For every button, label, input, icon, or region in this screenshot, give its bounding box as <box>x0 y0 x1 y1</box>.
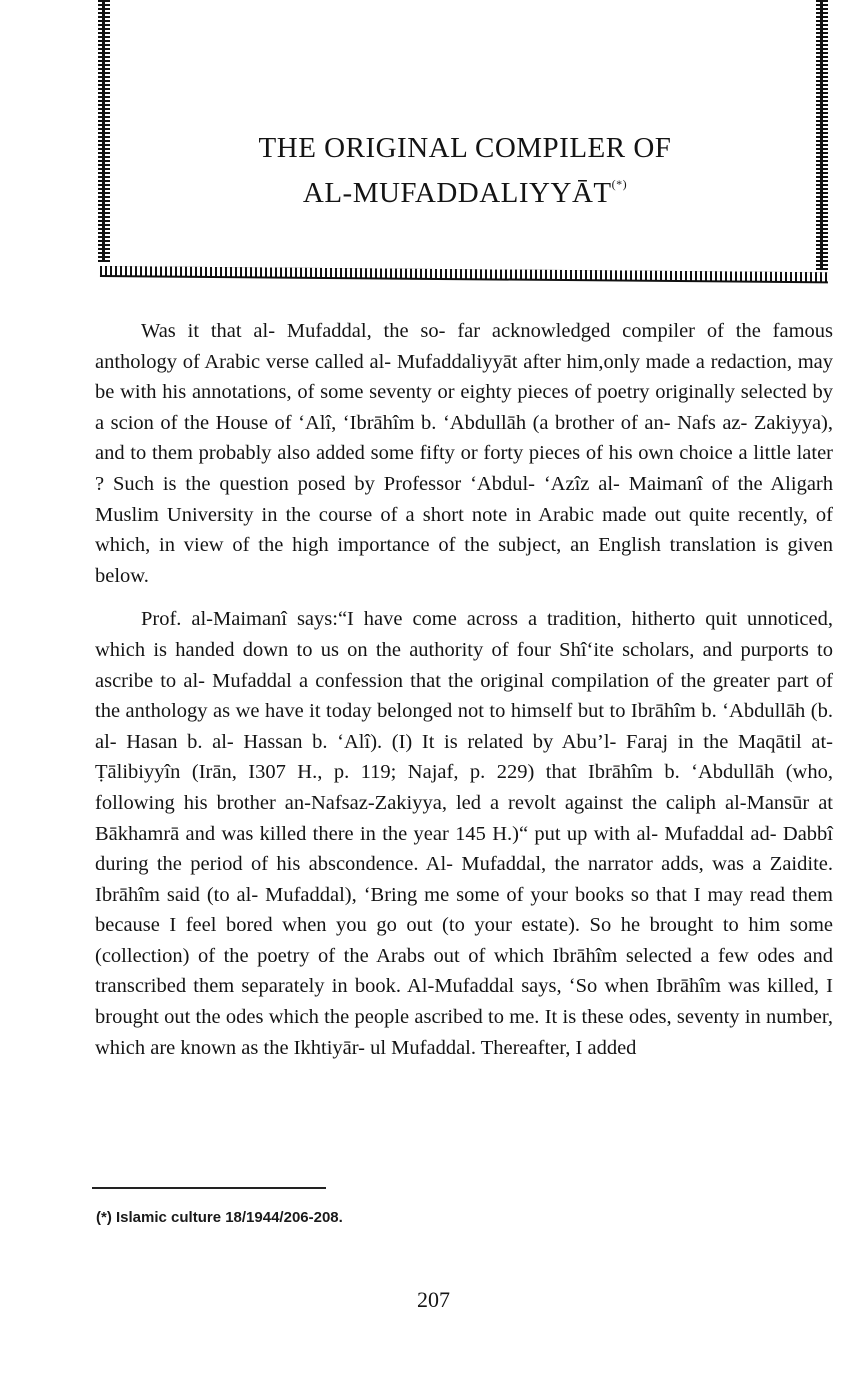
footnote-marker: (*) <box>611 177 628 191</box>
frame-right-border <box>816 0 828 270</box>
page-number: 207 <box>417 1287 450 1312</box>
frame-left-border <box>98 0 110 262</box>
paragraph-2: Prof. al-Maimanî says:“I have come across a tradition, hitherto quit unnoticed, which is handed down to us on the authority of four Shî‘ite scholars, and purports to ascribe to al- Mufaddal a confession that the original compilation of the greater part of the anthology as we have it today belonged not to himself but to Ibrāhîm b. ‘Abdullāh (b. al- Hasan b. al- Hassan b. ‘Alî). (I) It is related by Abu’l- Faraj in the Maqātil at- Ṭālibiyyîn (Irān, I307 H., p. 119; Najaf, p. 229) that Ibrāhîm b. ‘Abdullāh (who, following his brother an-Nafsaz-Zakiyya, led a revolt against the caliph al-Mansūr at Bākhamrā and was killed there in the year 145 H.)“ put up with al- Mufaddal ad- Dabbî during the period of his abscondence. Al- Mufaddal, the narrator adds, was a Zaidite. Ibrāhîm said (to al- Mufaddal), ‘Bring me some of your books so that I may read them because I feel bored when you go out (to your estate). So he brought to him some (collection) of the poetry of the Arabs out of which Ibrāhîm selected a few odes and transcribed them separately in book. Al-Mufaddal says, ‘So when Ibrāhîm was killed, I brought out the odes which the people ascribed to me. It is these odes, seventy in number, which are known as the Ikhtiyār- ul Mufaddal. Thereafter, I added <box>95 608 833 1059</box>
frame-bottom-border <box>100 262 828 288</box>
chapter-title <box>120 130 810 211</box>
footnote-rule <box>92 1187 326 1189</box>
chapter-title-line1: THE ORIGINAL COMPILER OF <box>258 132 672 164</box>
paragraph-1: Was it that al- Mufaddal, the so- far acknowledged compiler of the famous anthology of Arabic verse called al- Mufaddaliyyāt after him,only made a redaction, may be with his annotations, of some seventy or eighty pieces of poetry originally selected by a scion of the House of ‘Alî, ‘Ibrāhîm b. ‘Abdullāh (a brother of an- Nafs az- Zakiyya), and to them probably also added some fifty or forty pieces of his own choice a little later ? Such is the question posed by Professor ‘Abdul- ‘Azîz al- Maimanî of the Aligarh Muslim University in the course of a short note in Arabic made out quite recently, of which, in view of the high importance of the subject, an English translation is given below. <box>95 320 833 587</box>
footnote: (*) Islamic culture 18/1944/206-208. <box>96 1209 343 1226</box>
body-text <box>95 316 833 1063</box>
chapter-title-line2: AL-MUFADDALIYYĀT <box>302 177 612 209</box>
